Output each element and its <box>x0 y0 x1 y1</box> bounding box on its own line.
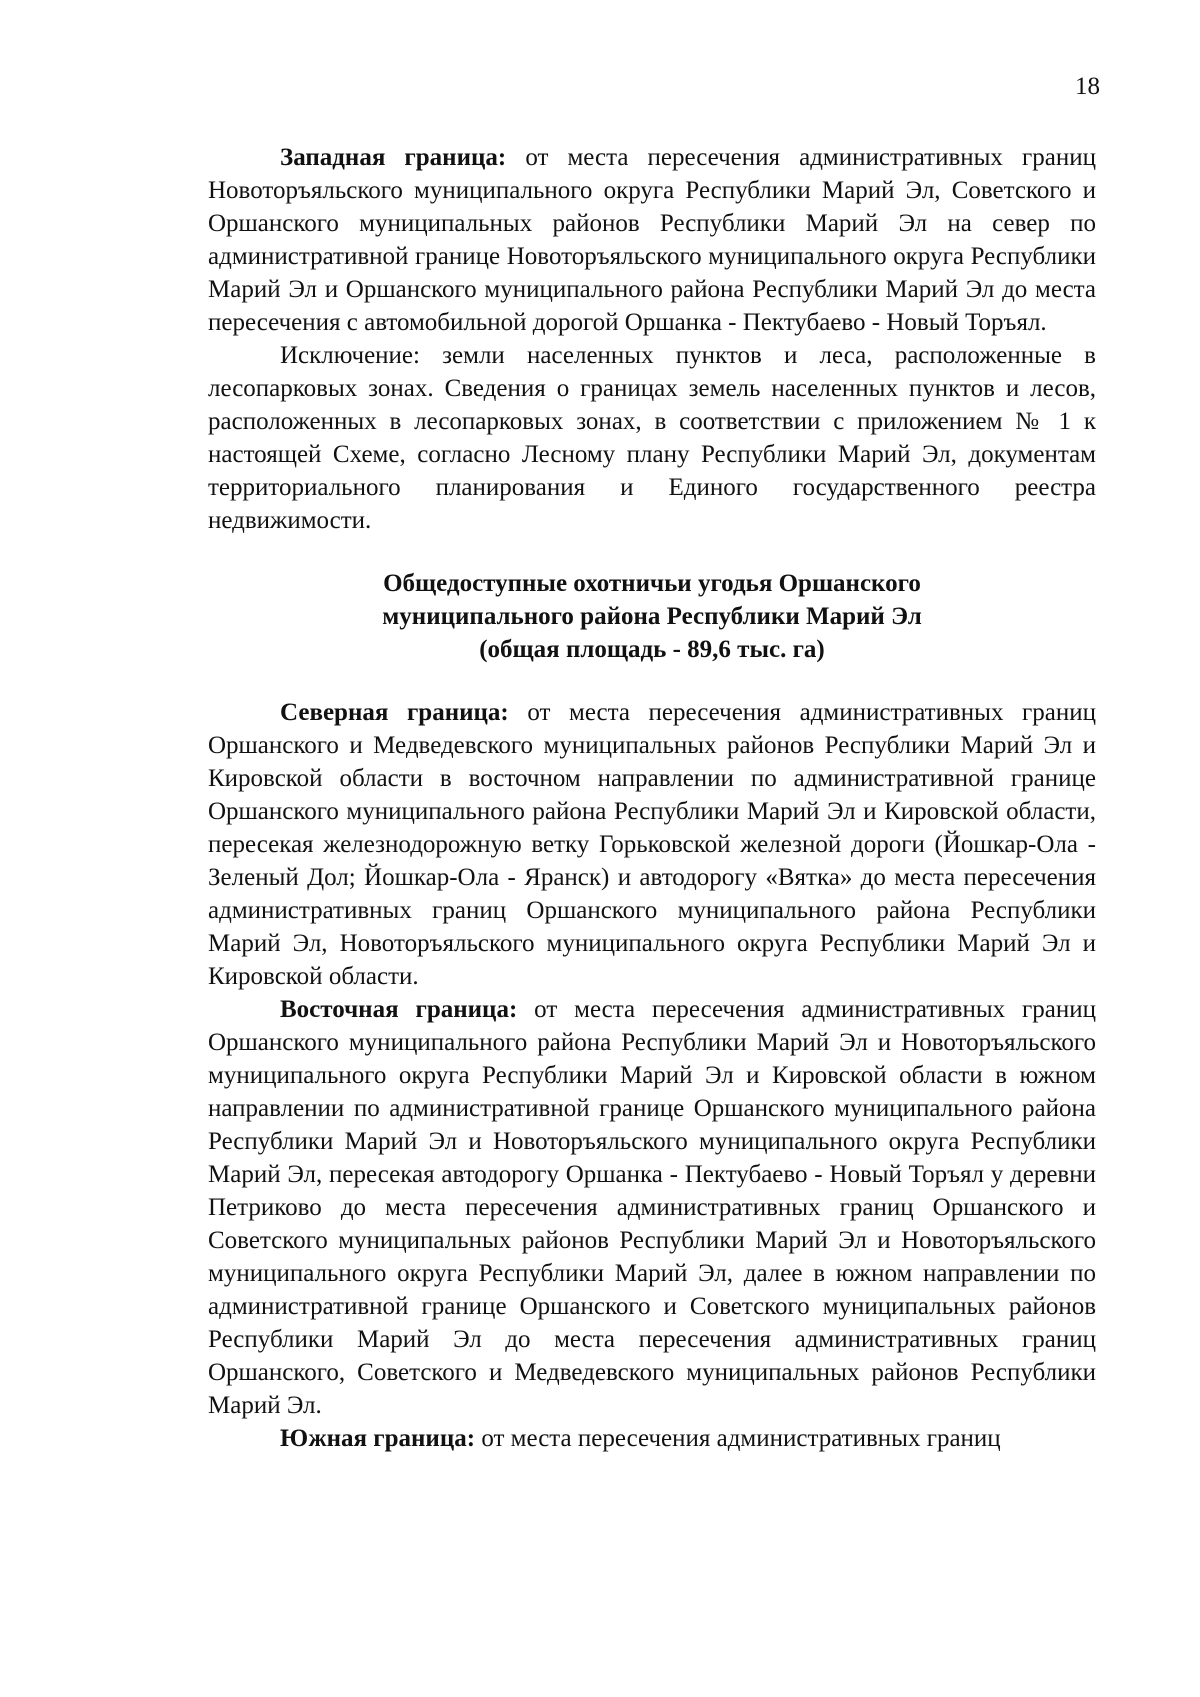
spacer <box>208 666 1096 696</box>
southern-border-text: от места пересечения административных границ <box>481 1425 1001 1452</box>
northern-border-text: от места пересечения административных границ Оршанского и Медведевского муниципальных районов Республики Марий Эл и Кировской области в восточном направлении по административной границе Оршанского муниципального района Республики Марий Эл и Кировской области, пересекая железнодорожную ветку Горьковской железной дороги (Йошкар-Ола - Зеленый Дол; Йошкар-Ола - Яранск) и автодорогу «Вятка» до места пересечения административных границ Оршанского муниципального района Республики Марий Эл, Новоторъяльского муниципального округа Республики Марий Эл и Кировской области. <box>208 699 1097 990</box>
southern-border-label: Южная граница: <box>280 1425 476 1452</box>
section-heading-line-2: муниципального района Республики Марий Эл <box>382 603 922 630</box>
eastern-border-paragraph <box>208 993 1096 1422</box>
section-heading-line-1: Общедоступные охотничьи угодья Оршанского <box>383 570 921 597</box>
southern-border-paragraph <box>208 1422 1096 1455</box>
section-heading-line-3: (общая площадь - 89,6 тыс. га) <box>479 636 825 663</box>
exception-paragraph <box>208 339 1096 537</box>
page-number: 18 <box>1075 73 1100 100</box>
western-border-text: от места пересечения административных границ Новоторъяльского муниципального округа Республики Марий Эл, Советского и Оршанского муниципальных районов Республики Марий Эл на север по административной границе Новоторъяльского муниципального округа Республики Марий Эл и Оршанского муниципального района Республики Марий Эл до места пересечения с автомобильной дорогой Оршанка - Пектубаево - Новый Торъял. <box>208 144 1096 336</box>
exception-text: Исключение: земли населенных пунктов и леса, расположенные в лесопарковых зонах. Сведения о границах земель населенных пунктов и лесов, расположенных в лесопарковых зонах, в соответствии с приложением № 1 к настоящей Схеме, согласно Лесному плану Республики Марий Эл, документам территориального планирования и Единого государственного реестра недвижимости. <box>208 342 1096 534</box>
eastern-border-label: Восточная граница: <box>280 996 518 1023</box>
northern-border-label: Северная граница: <box>280 699 509 726</box>
eastern-border-text: от места пересечения административных границ Оршанского муниципального района Республики Марий Эл и Новоторъяльского муниципального округа Республики Марий Эл и Кировской области в южном направлении по административной границе Оршанского муниципального района Республики Марий Эл и Новоторъяльского муниципального округа Республики Марий Эл, пересекая автодорогу Оршанка - Пектубаево - Новый Торъял у деревни Петриково до места пересечения административных границ Оршанского и Советского муниципальных районов Республики Марий Эл и Новоторъяльского муниципального округа Республики Марий Эл, далее в южном направлении по административной границе Оршанского и Советского муниципальных районов Республики Марий Эл до места пересечения административных границ Оршанского, Советского и Медведевского муниципальных районов Республики Марий Эл. <box>208 996 1097 1419</box>
spacer <box>208 537 1096 567</box>
western-border-label: Западная граница: <box>280 144 507 171</box>
section-heading <box>208 567 1096 666</box>
document-body <box>208 141 1096 1455</box>
western-border-paragraph <box>208 141 1096 339</box>
northern-border-paragraph <box>208 696 1096 993</box>
